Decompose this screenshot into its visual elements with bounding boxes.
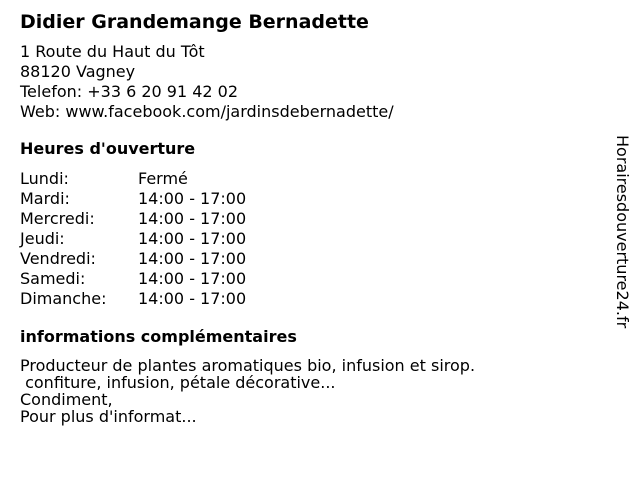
business-card xyxy=(20,10,600,425)
hours-row-sunday xyxy=(20,289,600,309)
hours-day: Vendredi: xyxy=(20,249,96,268)
site-watermark: Horairesdouverture24.fr xyxy=(613,135,632,329)
info-line: Producteur de plantes aromatiques bio, infusion et sirop. xyxy=(20,356,476,375)
hours-day: Mardi: xyxy=(20,189,70,208)
hours-day: Dimanche: xyxy=(20,289,107,308)
business-name: Didier Grandemange Bernadette xyxy=(20,11,369,33)
hours-time: 14:00 - 17:00 xyxy=(138,289,247,308)
address-city: 88120 Vagney xyxy=(20,62,136,81)
website-text: Web: www.facebook.com/jardinsdebernadette/ xyxy=(20,102,394,121)
hours-time: Fermé xyxy=(138,169,188,188)
hours-heading: Heures d'ouverture xyxy=(20,139,196,158)
info-line: Condiment, xyxy=(20,390,113,409)
hours-time: 14:00 - 17:00 xyxy=(138,269,247,288)
hours-day: Lundi: xyxy=(20,169,69,188)
hours-time: 14:00 - 17:00 xyxy=(138,249,247,268)
info-heading: informations complémentaires xyxy=(20,327,297,346)
address-street: 1 Route du Haut du Tôt xyxy=(20,42,205,61)
info-line: Pour plus d'informat... xyxy=(20,407,197,426)
hours-row-friday xyxy=(20,249,600,269)
hours-time: 14:00 - 17:00 xyxy=(138,209,247,228)
hours-row-saturday xyxy=(20,269,600,289)
contact-block xyxy=(20,42,600,122)
hours-day: Jeudi: xyxy=(20,229,65,248)
info-text xyxy=(20,357,600,425)
hours-row-wednesday xyxy=(20,209,600,229)
phone-text: Telefon: +33 6 20 91 42 02 xyxy=(20,82,239,101)
hours-row-tuesday xyxy=(20,189,600,209)
hours-day: Samedi: xyxy=(20,269,86,288)
hours-time: 14:00 - 17:00 xyxy=(138,229,247,248)
hours-table xyxy=(20,169,600,309)
hours-day: Mercredi: xyxy=(20,209,95,228)
hours-row-thursday xyxy=(20,229,600,249)
hours-row-monday xyxy=(20,169,600,189)
info-line: confiture, infusion, pétale décorative... xyxy=(20,373,336,392)
hours-time: 14:00 - 17:00 xyxy=(138,189,247,208)
